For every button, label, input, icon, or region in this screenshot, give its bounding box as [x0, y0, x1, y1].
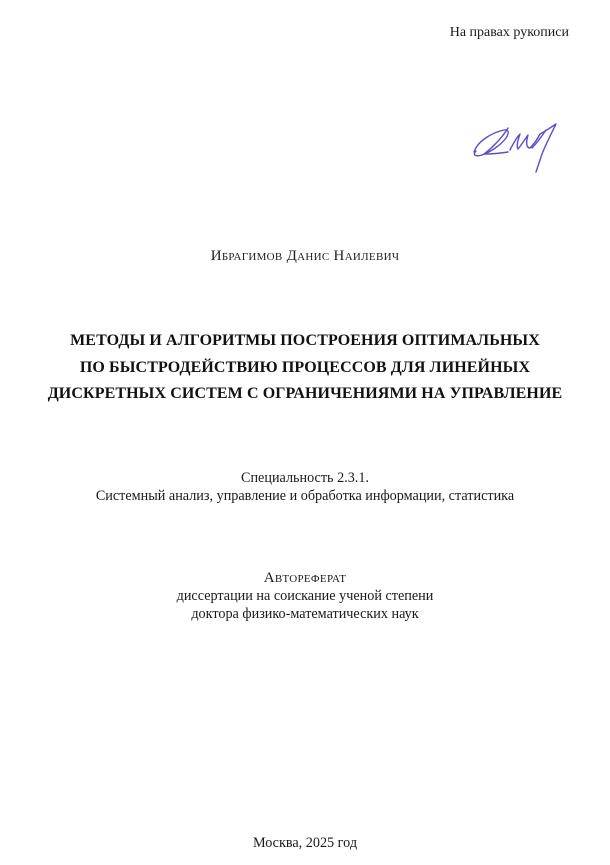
abstract-kind: Автореферат	[263, 570, 347, 586]
title-line: МЕТОДЫ И АЛГОРИТМЫ ПОСТРОЕНИЯ ОПТИМАЛЬНЫХ	[70, 332, 540, 349]
handwritten-signature-icon	[468, 118, 564, 174]
title-line: ПО БЫСТРОДЕЙСТВИЮ ПРОЦЕССОВ ДЛЯ ЛИНЕЙНЫХ	[79, 358, 531, 376]
specialty-code: Специальность 2.3.1.	[241, 470, 369, 486]
author-name: Ибрагимов Данис Наилевич	[210, 248, 400, 264]
degree-line-1: диссертации на соискание ученой степени	[176, 588, 434, 604]
specialty-name: Системный анализ, управление и обработка информации, статистика	[95, 488, 515, 504]
place-and-year: Москва, 2025 год	[252, 835, 358, 851]
degree-line-2: доктора физико-математических наук	[191, 606, 419, 622]
abstract-block	[0, 569, 610, 623]
specialty-block	[0, 469, 610, 505]
dissertation-title	[0, 328, 610, 408]
manuscript-note: На правах рукописи	[449, 25, 569, 40]
title-line: ДИСКРЕТНЫХ СИСТЕМ С ОГРАНИЧЕНИЯМИ НА УПРАВЛЕНИЕ	[47, 385, 563, 402]
